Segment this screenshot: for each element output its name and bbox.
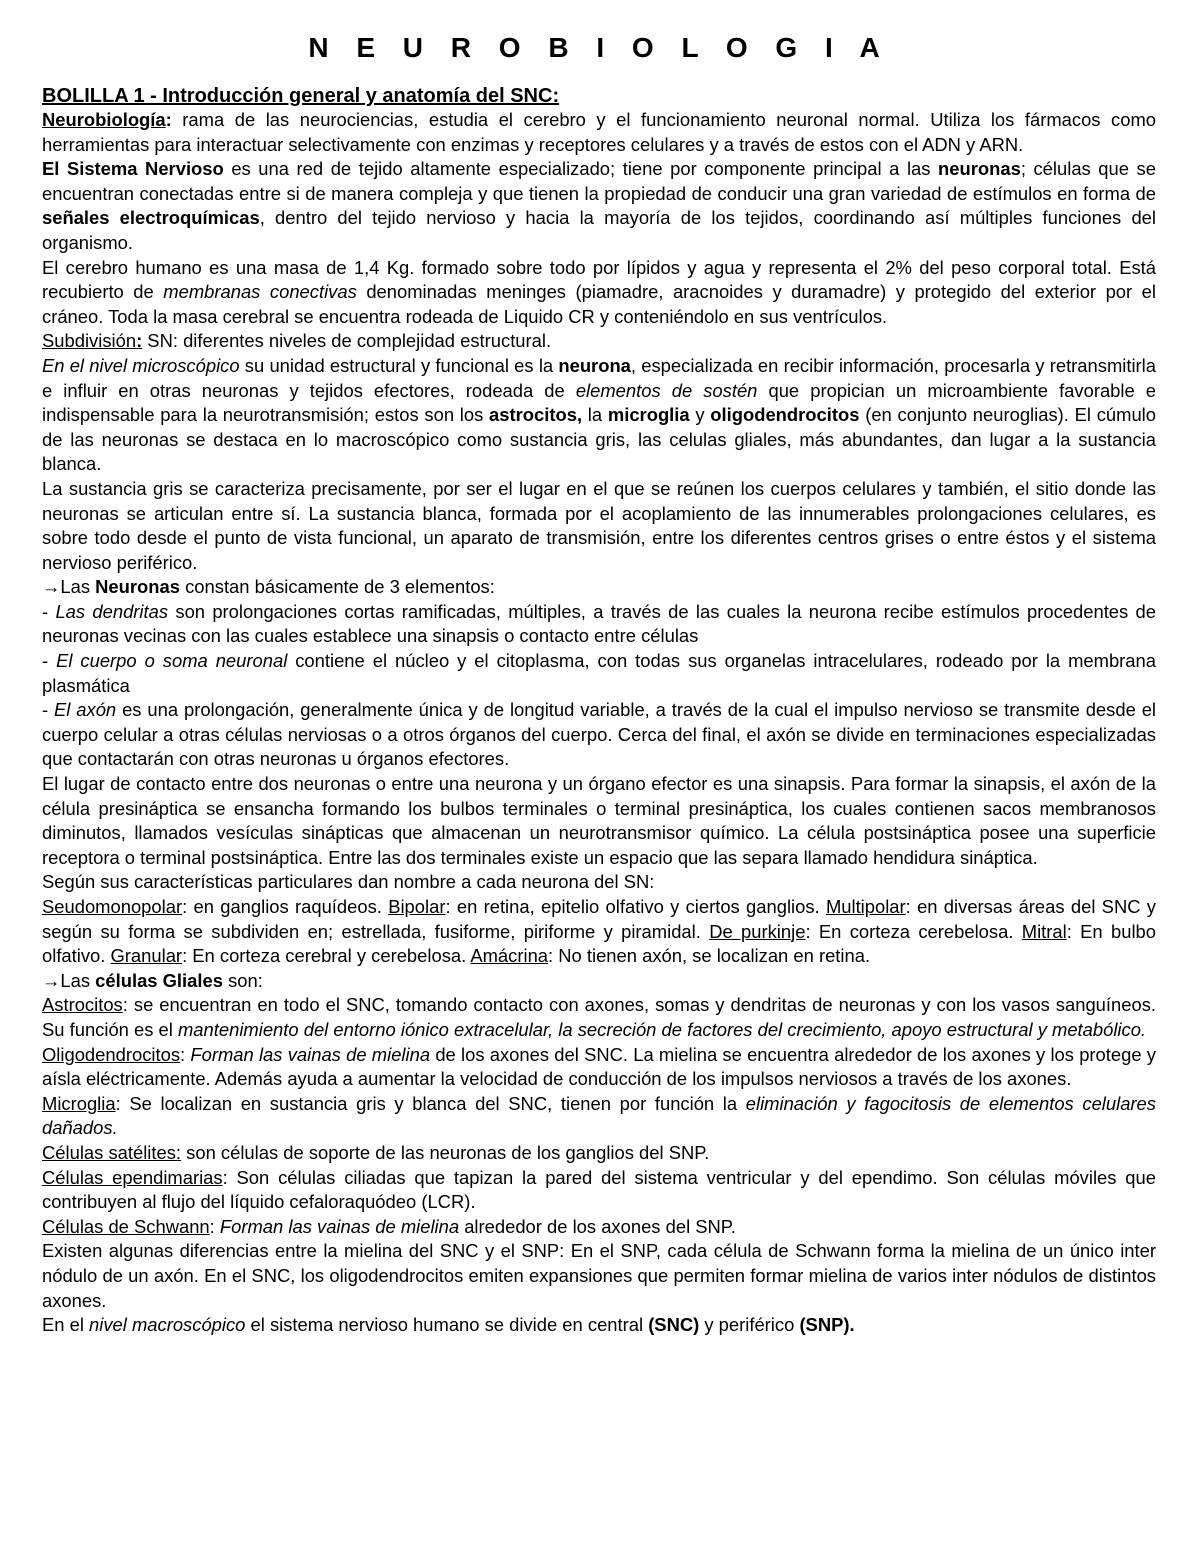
paragraph-astrocitos: Astrocitos: se encuentran en todo el SNC, tomando contacto con axones, somas y dendritas de neuronas y con los vasos sanguíneos. Su función es el mantenimiento del entorno iónico extracelular, la secreción de factores del crecimiento, apoyo estructural y metabólico. [42,994,1156,1040]
paragraph-cerebro: El cerebro humano es una masa de 1,4 Kg. formado sobre todo por lípidos y agua y representa el 2% del peso corporal total. Está recubierto de membranas conectivas denominadas meninges (piamadre, aracnoides y duramadre) y protegido del exterior por el cráneo. Toda la masa cerebral se encuentra rodeada de Liquido CR y conteniéndolo en sus ventrículos. [42,256,1156,327]
paragraph-tipos-neurona: Según sus características particulares dan nombre a cada neurona del SN: [42,871,655,893]
paragraph-mielina-diferencias: Existen algunas diferencias entre la mielina del SNC y el SNP: En el SNP, cada célula de Schwann forma la mielina de un único inter nódulo de un axón. En el SNC, los oligodendrocitos emiten expansiones que permiten formar mielina de varios inter nódulos de distintos axones. [42,1240,1156,1311]
list-item-soma: - El cuerpo o soma neuronal contiene el núcleo y el citoplasma, con todas sus organelas intracelulares, rodeado por la membrana plasmática [42,650,1156,696]
paragraph-neuronas-intro: →Las Neuronas constan básicamente de 3 elementos: [42,576,495,598]
paragraph-neurobiologia: Neurobiología: rama de las neurociencias, estudia el cerebro y el funcionamiento neuronal normal. Utiliza los fármacos como herramientas para interactuar selectivamente con enzimas y receptores celulares y a través de estos con el ADN y ARN. [42,109,1156,155]
paragraph-gliales-intro: →Las células Gliales son: [42,969,263,991]
paragraph-subdivision: Subdivisión: SN: diferentes niveles de complejidad estructural. [42,330,552,352]
paragraph-sinapsis: El lugar de contacto entre dos neuronas o entre una neurona y un órgano efector es una sinapsis. Para formar la sinapsis, el axón de la célula presináptica se ensancha formando los bulbos terminales o terminal presináptica, los cuales contienen sacos membranosos diminutos, llamados vesículas sinápticas que almacenan un neurotransmisor químico. La célula postsináptica posee una superficie receptora o terminal postsináptica. Entre las dos terminales existe un espacio que las separa llamado hendidura sináptica. [42,773,1156,868]
paragraph-sistema-nervioso: El Sistema Nervioso es una red de tejido altamente especializado; tiene por componente principal a las neuronas; células que se encuentran conectadas entre si de manera compleja y que tienen la propiedad de conducir una gran variedad de estímulos en forma de señales electroquímicas, dentro del tejido nervioso y hacia la mayoría de los tejidos, coordinando así múltiples funciones del organismo. [42,158,1156,253]
paragraph-sustancia-gris: La sustancia gris se caracteriza precisamente, por ser el lugar en el que se reúnen los cuerpos celulares y también, el sitio donde las neuronas se articulan entre sí. La sustancia blanca, formada por el acoplamiento de las innumerables prolongaciones celulares, es sobre todo desde el punto de vista funcional, un aparato de transmisión, entre los diferentes centros grises o entre éstos y el sistema nervioso periférico. [42,477,1156,573]
paragraph-nivel-macroscopico: En el nivel macroscópico el sistema nervioso humano se divide en central (SNC) y periférico (SNP). [42,1314,855,1336]
section-heading: BOLILLA 1 - Introducción general y anatomía del SNC: [42,85,560,107]
document-body [42,108,1156,1338]
term-neurobiologia: Neurobiología [42,109,166,130]
list-item-axon: - El axón es una prolongación, generalmente única y de longitud variable, a través de la cual el impulso nervioso se transmite desde el cuerpo celular a otras células nerviosas o a otros órganos del cuerpo. Cerca del final, el axón se divide en terminaciones especializadas que contactarán con otras neuronas u órganos efectores. [42,699,1157,770]
paragraph-oligodendrocitos: Oligodendrocitos: Forman las vainas de mielina de los axones del SNC. La mielina se encuentra alrededor de los axones y los protege y aísla eléctricamente. Además ayuda a aumentar la velocidad de conducción de los impulsos nerviosos a través de los axones. [42,1043,1157,1090]
paragraph-clasificacion-neuronas: Seudomonopolar: en ganglios raquídeos. Bipolar: en retina, epitelio olfativo y ciertos ganglios. Multipolar: en diversas áreas del SNC y según su forma se subdividen en; estrellada, fusiforme, piriforme y piramidal. De purkinje: En corteza cerebelosa. Mitral: En bulbo olfativo. Granular: En corteza cerebral y cerebelosa. Amácrina: No tienen axón, se localizan en retina. [42,896,1156,967]
paragraph-celulas-satelites: Células satélites: son células de soporte de las neuronas de los ganglios del SNP. [42,1141,710,1163]
list-item-dendritas: - Las dendritas son prolongaciones cortas ramificadas, múltiples, a través de las cuales la neurona recibe estímulos procedentes de neuronas vecinas con las cuales establece una sinapsis o contacto entre células [42,600,1156,647]
paragraph-celulas-ependimarias: Células ependimarias: Son células ciliadas que tapizan la pared del sistema ventricular y del ependimo. Son células móviles que contribuyen al flujo del líquido cefaloraquódeo (LCR). [42,1166,1156,1213]
paragraph-celulas-schwann: Células de Schwann: Forman las vainas de mielina alrededor de los axones del SNP. [42,1215,736,1237]
paragraph-microglia: Microglia: Se localizan en sustancia gris y blanca del SNC, tienen por función la eliminación y fagocitosis de elementos celulares dañados. [42,1092,1156,1139]
term-subdivision: Subdivisión [42,330,137,352]
paragraph-nivel-microscopico: En el nivel microscópico su unidad estructural y funcional es la neurona, especializada en recibir información, procesarla y retransmitirla e influir en otras neuronas y tejidos efectores, rodeada de elementos de sostén que propician un microambiente favorable e indispensable para la neurotransmisión; estos son los astrocitos, la microglia y oligodendrocitos (en conjunto neuroglias). El cúmulo de las neuronas se destaca en lo macroscópico como sustancia gris, las celulas gliales, más abundantes, dan lugar a la sustancia blanca. [42,354,1157,475]
document-title: N E U R O B I O L O G I A [308,32,890,63]
